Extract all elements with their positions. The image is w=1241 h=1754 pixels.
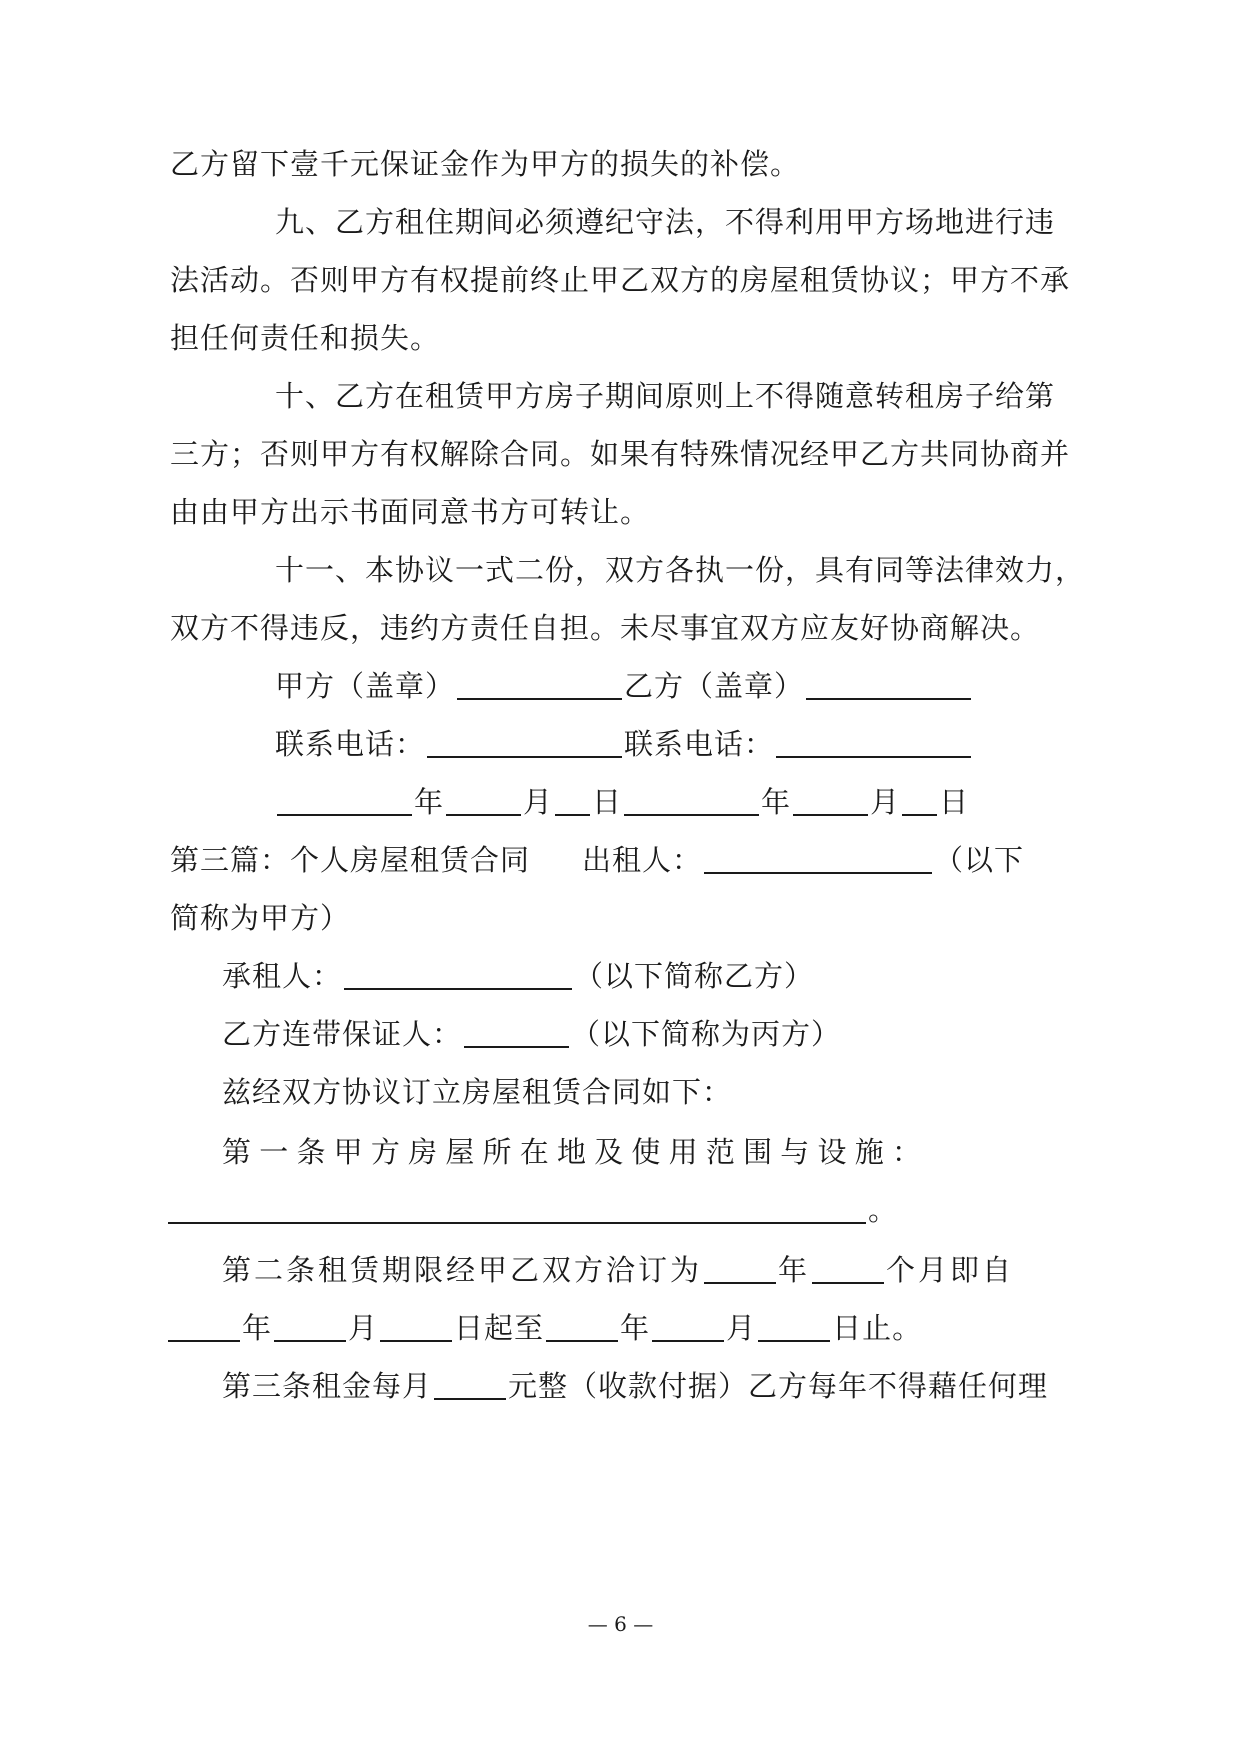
paragraph-line: 十一、本协议一式二份，双方各执一份，具有同等法律效力， (275, 553, 1086, 587)
paragraph-line: 十、乙方在租赁甲方房子期间原则上不得随意转租房子给第 (275, 379, 1056, 413)
month-label: 月 (870, 785, 901, 819)
to-month-blank (652, 1310, 724, 1342)
char: 在 (519, 1135, 550, 1169)
from-day-blank (380, 1310, 452, 1342)
day-label: 日 (939, 785, 970, 819)
char: 地 (556, 1135, 587, 1169)
month-tail: 个月即自 (886, 1253, 1015, 1287)
seal-line (275, 666, 973, 706)
from-month-blank (274, 1310, 346, 1342)
article-1-blank-line (168, 1190, 898, 1230)
article-2-line-2 (168, 1308, 922, 1348)
party-a-seal-label: 甲方（盖章） (275, 669, 456, 703)
lessee-suffix: （以下简称乙方） (574, 959, 815, 993)
day-label: 日 (592, 785, 623, 819)
phone-line (275, 724, 973, 764)
char: 所 (482, 1135, 513, 1169)
date-line (275, 782, 969, 822)
paragraph-line: 乙方留下壹千元保证金作为甲方的损失的补偿。 (170, 147, 801, 181)
party-b-seal-label: 乙方（盖章） (624, 669, 805, 703)
char: 与 (780, 1135, 811, 1169)
char: 范 (705, 1135, 736, 1169)
to-day-blank (758, 1310, 830, 1342)
phone-b-blank (776, 726, 971, 758)
lessor-suffix: （以下 (934, 843, 1025, 877)
paragraph-line: 三方；否则甲方有权解除合同。如果有特殊情况经甲乙方共同协商并 (170, 437, 1071, 471)
char: 一 (259, 1135, 290, 1169)
address-blank (168, 1192, 866, 1224)
month-label: 月 (523, 785, 554, 819)
year-label: 年 (761, 785, 792, 819)
party-b-seal-blank (806, 668, 971, 700)
month-blank (793, 784, 868, 816)
year-label: 年 (620, 1311, 651, 1345)
char: 第 (222, 1135, 253, 1169)
rent-blank (434, 1368, 506, 1400)
lessor-label: 出租人： (582, 843, 703, 877)
article-1-end: 。 (868, 1193, 899, 1227)
paragraph-line: 九、乙方租住期间必须遵纪守法，不得利用甲方场地进行违 (275, 205, 1056, 239)
month-label: 月 (726, 1311, 757, 1345)
char: 方 (370, 1135, 401, 1169)
phone-a-label: 联系电话： (275, 727, 426, 761)
char: 甲 (333, 1135, 364, 1169)
paragraph-line: 担任何责任和损失。 (170, 321, 441, 355)
article-3-line (222, 1366, 1048, 1406)
day-blank (902, 784, 937, 816)
guarantor-line (222, 1014, 841, 1054)
phone-a-blank (427, 726, 622, 758)
paragraph-line: 简称为甲方） (170, 901, 351, 935)
article-2-line-1 (222, 1250, 1014, 1290)
year-blank (624, 784, 759, 816)
lessor-blank (704, 842, 932, 874)
paragraph-line: 双方不得违反，违约方责任自担。未尽事宜双方应友好协商解决。 (170, 611, 1041, 645)
phone-b-label: 联系电话： (624, 727, 775, 761)
guarantor-label: 乙方连带保证人： (222, 1017, 463, 1051)
article-3-text-2: 元整（收款付据）乙方每年不得藉任何理 (508, 1369, 1049, 1403)
contract-title: 第三篇：个人房屋租赁合同 (170, 843, 531, 877)
paragraph-line: 兹经双方协议订立房屋租赁合同如下： (222, 1075, 733, 1109)
term-year-blank (704, 1252, 776, 1284)
term-month-blank (812, 1252, 884, 1284)
char: 房 (408, 1135, 439, 1169)
paragraph-line: 由由甲方出示书面同意书方可转让。 (170, 495, 651, 529)
char: 条 (296, 1135, 327, 1169)
year-label: 年 (414, 785, 445, 819)
char: 围 (743, 1135, 774, 1169)
month-label: 月 (348, 1311, 379, 1345)
lessee-label: 承租人： (222, 959, 343, 993)
to-day-label: 日止。 (832, 1311, 923, 1345)
paragraph-line: 法活动。否则甲方有权提前终止甲乙双方的房屋租赁协议；甲方不承 (170, 263, 1071, 297)
article-1-heading (222, 1132, 922, 1172)
char: 使 (631, 1135, 662, 1169)
article-3-text: 第三条租金每月 (222, 1369, 433, 1403)
lessee-line (222, 956, 814, 996)
lessee-blank (344, 958, 572, 990)
year-label: 年 (778, 1253, 811, 1287)
day-blank (555, 784, 590, 816)
char: ： (891, 1135, 922, 1169)
year-blank (277, 784, 412, 816)
month-blank (446, 784, 521, 816)
guarantor-suffix: （以下简称为丙方） (571, 1017, 842, 1051)
from-year-blank (168, 1310, 240, 1342)
article-2-text: 第二条租赁期限经甲乙双方洽订为 (222, 1253, 703, 1287)
char: 施 (854, 1135, 885, 1169)
char: 设 (817, 1135, 848, 1169)
char: 屋 (445, 1135, 476, 1169)
guarantor-blank (464, 1016, 569, 1048)
contract-title-line (170, 840, 1024, 880)
page-number: — 6 — (587, 1612, 654, 1636)
party-a-seal-blank (457, 668, 622, 700)
to-year-blank (546, 1310, 618, 1342)
char: 用 (668, 1135, 699, 1169)
from-day-label: 日起至 (454, 1311, 545, 1345)
char: 及 (594, 1135, 625, 1169)
year-label: 年 (242, 1311, 273, 1345)
